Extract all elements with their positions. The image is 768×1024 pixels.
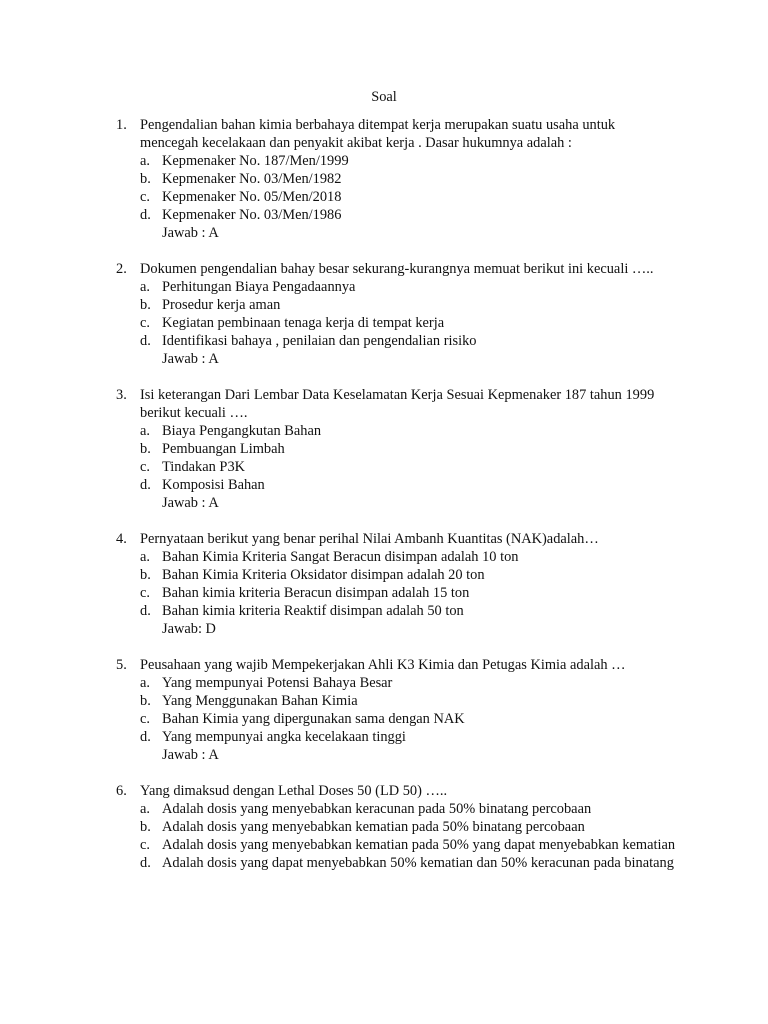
option-letter: b. bbox=[140, 297, 151, 313]
option-item bbox=[140, 314, 676, 332]
option-item bbox=[140, 566, 676, 584]
option-item bbox=[140, 458, 676, 476]
option-letter: b. bbox=[140, 819, 151, 835]
answer-key: Jawab : A bbox=[162, 747, 219, 763]
option-text: Yang Menggunakan Bahan Kimia bbox=[162, 693, 358, 709]
option-text: Kepmenaker No. 05/Men/2018 bbox=[162, 189, 342, 205]
option-text: Bahan kimia kriteria Reaktif disimpan adalah 50 ton bbox=[162, 603, 464, 619]
option-text: Kegiatan pembinaan tenaga kerja di tempat kerja bbox=[162, 315, 445, 331]
option-item bbox=[140, 440, 676, 458]
option-text: Kepmenaker No. 03/Men/1986 bbox=[162, 207, 342, 223]
option-letter: a. bbox=[140, 279, 150, 295]
option-text: Bahan Kimia yang dipergunakan sama dengan NAK bbox=[162, 711, 465, 727]
option-text: Tindakan P3K bbox=[162, 459, 246, 475]
option-text: Pembuangan Limbah bbox=[162, 441, 285, 457]
option-item bbox=[140, 692, 676, 710]
option-letter: c. bbox=[140, 315, 150, 331]
option-list bbox=[140, 278, 676, 350]
option-item bbox=[140, 548, 676, 566]
answer-key: Jawab : A bbox=[162, 225, 219, 241]
option-letter: b. bbox=[140, 693, 151, 709]
option-item bbox=[140, 422, 676, 440]
option-item bbox=[140, 170, 676, 188]
option-letter: a. bbox=[140, 549, 150, 565]
option-text: Adalah dosis yang menyebabkan kematian pada 50% binatang percobaan bbox=[162, 819, 585, 835]
question-number: 6. bbox=[116, 783, 127, 799]
option-item bbox=[140, 800, 676, 818]
option-item bbox=[140, 674, 676, 692]
option-text: Adalah dosis yang menyebabkan kematian pada 50% yang dapat menyebabkan kematian bbox=[162, 837, 676, 853]
question-text: Dokumen pengendalian bahay besar sekurang-kurangnya memuat berikut ini kecuali ….. bbox=[140, 261, 654, 277]
option-item bbox=[140, 728, 676, 746]
option-text: Adalah dosis yang dapat menyebabkan 50% kematian dan 50% keracunan pada binatang bbox=[162, 855, 674, 871]
option-list bbox=[140, 152, 676, 224]
option-letter: a. bbox=[140, 423, 150, 439]
option-item bbox=[140, 332, 676, 350]
option-item bbox=[140, 710, 676, 728]
question-number: 1. bbox=[116, 117, 127, 133]
option-letter: a. bbox=[140, 675, 150, 691]
option-item bbox=[140, 152, 676, 170]
option-letter: d. bbox=[140, 333, 151, 349]
option-letter: b. bbox=[140, 567, 151, 583]
answer-key: Jawab : A bbox=[162, 495, 219, 511]
option-item bbox=[140, 818, 676, 836]
option-item bbox=[140, 602, 676, 620]
option-letter: d. bbox=[140, 603, 151, 619]
option-letter: c. bbox=[140, 189, 150, 205]
option-text: Bahan Kimia Kriteria Oksidator disimpan adalah 20 ton bbox=[162, 567, 485, 583]
option-text: Bahan kimia kriteria Beracun disimpan adalah 15 ton bbox=[162, 585, 470, 601]
answer-key: Jawab: D bbox=[162, 621, 216, 637]
option-letter: d. bbox=[140, 207, 151, 223]
question-item bbox=[116, 386, 676, 512]
question-item bbox=[116, 116, 676, 242]
option-text: Kepmenaker No. 03/Men/1982 bbox=[162, 171, 342, 187]
option-item bbox=[140, 296, 676, 314]
option-text: Prosedur kerja aman bbox=[162, 297, 281, 313]
option-letter: a. bbox=[140, 801, 150, 817]
question-item bbox=[116, 260, 676, 368]
option-text: Adalah dosis yang menyebabkan keracunan pada 50% binatang percobaan bbox=[162, 801, 592, 817]
question-text: Isi keterangan Dari Lembar Data Keselamatan Kerja Sesuai Kepmenaker 187 tahun 1999 berikut kecuali …. bbox=[140, 387, 655, 421]
question-number: 5. bbox=[116, 657, 127, 673]
option-text: Kepmenaker No. 187/Men/1999 bbox=[162, 153, 349, 169]
option-list bbox=[140, 548, 676, 620]
option-text: Yang mempunyai Potensi Bahaya Besar bbox=[162, 675, 393, 691]
option-letter: c. bbox=[140, 585, 150, 601]
question-item bbox=[116, 656, 676, 764]
question-number: 4. bbox=[116, 531, 127, 547]
option-item bbox=[140, 836, 676, 854]
option-item bbox=[140, 854, 676, 872]
option-text: Biaya Pengangkutan Bahan bbox=[162, 423, 322, 439]
question-text: Pernyataan berikut yang benar perihal Nilai Ambanh Kuantitas (NAK)adalah… bbox=[140, 531, 599, 547]
option-letter: c. bbox=[140, 837, 150, 853]
question-text: Pengendalian bahan kimia berbahaya ditempat kerja merupakan suatu usaha untuk mencegah kecelakaan dan penyakit akibat kerja . Dasar hukumnya adalah : bbox=[140, 117, 616, 151]
option-letter: b. bbox=[140, 441, 151, 457]
option-letter: c. bbox=[140, 459, 150, 475]
question-item bbox=[116, 782, 676, 872]
option-list bbox=[140, 422, 676, 494]
question-number: 2. bbox=[116, 261, 127, 277]
option-text: Yang mempunyai angka kecelakaan tinggi bbox=[162, 729, 406, 745]
option-letter: d. bbox=[140, 855, 151, 871]
question-text: Yang dimaksud dengan Lethal Doses 50 (LD 50) ….. bbox=[140, 783, 448, 799]
option-text: Identifikasi bahaya , penilaian dan pengendalian risiko bbox=[162, 333, 477, 349]
option-item bbox=[140, 584, 676, 602]
option-item bbox=[140, 476, 676, 494]
question-number: 3. bbox=[116, 387, 127, 403]
option-item bbox=[140, 206, 676, 224]
option-letter: c. bbox=[140, 711, 150, 727]
option-letter: a. bbox=[140, 153, 150, 169]
option-letter: d. bbox=[140, 729, 151, 745]
answer-key: Jawab : A bbox=[162, 351, 219, 367]
question-list bbox=[116, 116, 676, 890]
option-list bbox=[140, 800, 676, 872]
option-text: Bahan Kimia Kriteria Sangat Beracun disimpan adalah 10 ton bbox=[162, 549, 519, 565]
page-title: Soal bbox=[371, 89, 397, 105]
option-letter: d. bbox=[140, 477, 151, 493]
option-text: Perhitungan Biaya Pengadaannya bbox=[162, 279, 356, 295]
option-letter: b. bbox=[140, 171, 151, 187]
option-list bbox=[140, 674, 676, 746]
question-item bbox=[116, 530, 676, 638]
option-item bbox=[140, 278, 676, 296]
option-item bbox=[140, 188, 676, 206]
option-text: Komposisi Bahan bbox=[162, 477, 265, 493]
question-text: Peusahaan yang wajib Mempekerjakan Ahli K3 Kimia dan Petugas Kimia adalah … bbox=[140, 657, 626, 673]
